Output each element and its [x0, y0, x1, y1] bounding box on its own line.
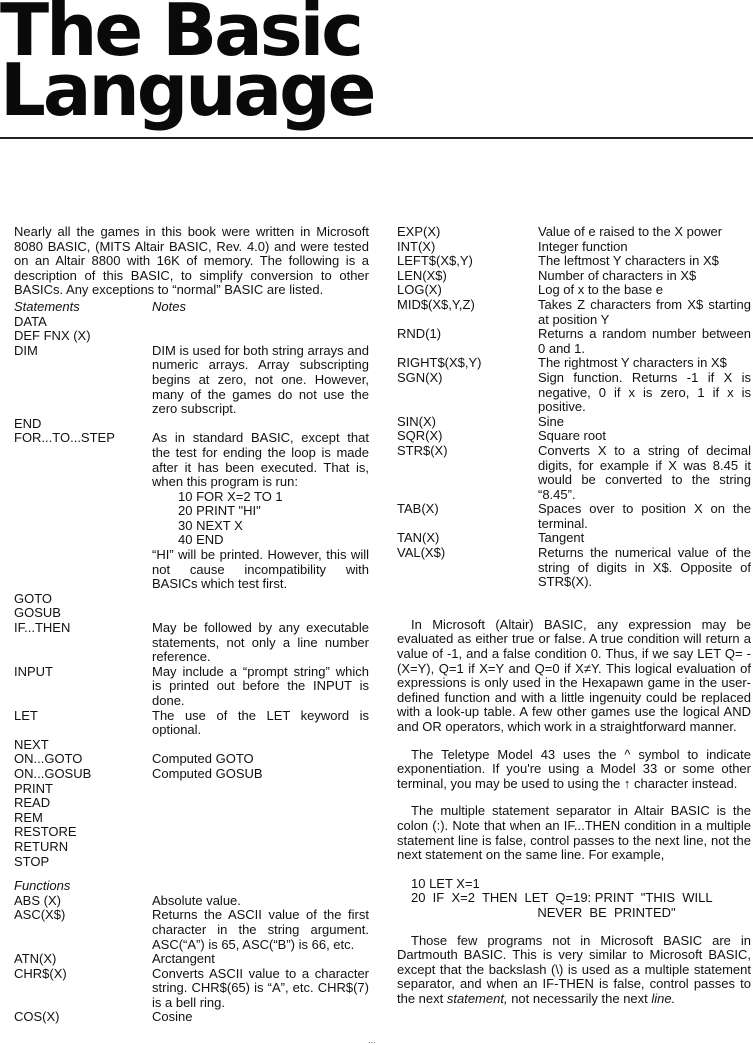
statement-row: [14, 621, 369, 665]
statement-row-keyword: DIM: [14, 342, 38, 358]
statement-row: [14, 840, 369, 855]
statement-row-note: [152, 752, 369, 767]
function-row-note: [152, 967, 369, 1011]
dartmouth-text: not necessarily the next: [507, 990, 652, 1006]
function-row: [14, 908, 369, 952]
statement-row-keyword: REM: [14, 809, 43, 825]
function-row-keyword: COS(X): [14, 1009, 60, 1025]
function-row-note: [152, 894, 369, 909]
note-text: Absolute value.: [152, 892, 241, 908]
note-text: Square root: [538, 428, 606, 444]
title-rule: [0, 137, 753, 139]
function-row-keyword: TAN(X): [397, 530, 440, 546]
function-row-note: [152, 952, 369, 967]
function-row-keyword: TAB(X): [397, 501, 439, 517]
statement-row: [14, 782, 369, 797]
function-row-note: [538, 371, 751, 415]
page-number: ...: [368, 1035, 376, 1045]
note-text: Takes Z characters from X$ starting at position Y: [538, 296, 751, 327]
statement-row-keyword: DEF FNX (X): [14, 328, 91, 344]
example-code-line: NEVER BE PRINTED": [411, 904, 676, 920]
dartmouth-emphasis: statement,: [446, 990, 508, 1006]
statement-row-keyword: LET: [14, 707, 38, 723]
statement-row: [14, 417, 369, 432]
note-text: May be followed by any executable statements, not only a line number reference.: [152, 620, 369, 665]
statement-row-note: [152, 621, 369, 665]
statement-row-keyword: ON...GOSUB: [14, 765, 92, 781]
function-row-keyword: ASC(X$): [14, 907, 66, 923]
multi-statement-paragraph: The multiple statement separator in Altair BASIC is the colon (:). Note that when an IF...THEN condition in a multiple statement line is false, control passes to the next line, not the next statement on the same line. For example,: [397, 803, 751, 863]
function-row: [397, 298, 751, 327]
dartmouth-paragraph: [397, 934, 751, 1007]
note-text: As in standard BASIC, except that the test for ending the loop is made after it has been executed. That is, when this program is run:: [152, 430, 369, 490]
statement-row: [14, 431, 369, 592]
statement-row-keyword: ON...GOTO: [14, 751, 83, 767]
note-text: Converts X to a string of decimal digits, for example if X was 8.45 it would be converted to the string “8.45”.: [538, 442, 751, 502]
function-row-keyword: ATN(X): [14, 951, 57, 967]
statement-row-keyword: STOP: [14, 853, 50, 869]
statement-row: [14, 592, 369, 607]
function-row-keyword: SGN(X): [397, 369, 443, 385]
function-row-keyword: SIN(X): [397, 413, 436, 429]
code-line: 10 FOR X=2 TO 1: [178, 488, 283, 504]
note-text: The rightmost Y characters in X$: [538, 355, 727, 371]
function-row-note: [538, 444, 751, 502]
function-row-note: [538, 327, 751, 356]
statement-row: [14, 665, 369, 709]
statement-row: [14, 855, 369, 870]
note-text: Sign function. Returns -1 if X is negative, 0 if x is zero, 1 if x is positive.: [538, 369, 751, 415]
function-row-note: [538, 269, 751, 284]
function-row: [397, 502, 751, 531]
function-row: [397, 254, 751, 269]
statement-row-keyword: END: [14, 415, 42, 431]
note-text: The use of the LET keyword is optional.: [152, 707, 369, 738]
function-row-note: [538, 415, 751, 430]
function-row-keyword: RIGHT$(X$,Y): [397, 355, 482, 371]
note-text: Tangent: [538, 530, 585, 546]
statement-row: [14, 344, 369, 417]
note-text: The leftmost Y characters in X$: [538, 253, 719, 269]
function-row-keyword: LEFT$(X$,Y): [397, 253, 473, 269]
function-row: [14, 894, 369, 909]
statement-row-keyword: GOSUB: [14, 605, 61, 621]
example-code: [411, 877, 751, 921]
note-text: Spaces over to position X on the terminal.: [538, 501, 751, 531]
function-row: [14, 1010, 369, 1025]
function-row-keyword: VAL(X$): [397, 545, 446, 561]
note-text: Returns the numerical value of the string of digits in X$. Opposite of STR$(X).: [538, 545, 751, 590]
page-title-line-1: The Basic: [0, 0, 361, 72]
function-row-note: [538, 531, 751, 546]
function-row-keyword: CHR$(X): [14, 965, 67, 981]
statement-row: [14, 709, 369, 738]
function-row-note: [538, 356, 751, 371]
function-row-keyword: EXP(X): [397, 224, 441, 239]
statement-row-keyword: READ: [14, 795, 51, 811]
function-row-note: [152, 1010, 369, 1025]
function-row: [397, 283, 751, 298]
note-text: Cosine: [152, 1009, 193, 1025]
statement-row-keyword: RETURN: [14, 838, 69, 854]
statement-row: [14, 811, 369, 826]
statement-row: [14, 752, 369, 767]
statement-row: [14, 329, 369, 344]
function-row-keyword: SQR(X): [397, 428, 443, 444]
function-row: [397, 415, 751, 430]
dartmouth-emphasis: line.: [651, 990, 676, 1006]
intro-paragraph: Nearly all the games in this book were written in Microsoft 8080 BASIC, (MITS Altair BASIC, Rev. 4.0) and were tested on an Altair 8800 with 16K of memory. The following is a description of this BASIC, to simplify conversion to other BASICs. Any exceptions to “normal” BASIC are listed.: [14, 224, 369, 298]
function-row: [397, 444, 751, 502]
page-title-line-2: Language: [0, 48, 374, 132]
statements-heading: Statements: [14, 298, 80, 314]
function-row-note: [152, 908, 369, 952]
function-row-note: [538, 225, 751, 240]
dartmouth-text: Those few programs not in Microsoft BASIC are in Dartmouth BASIC. This is very similar to Microsoft BASIC, except that the backslash (\) is used as a multiple statement separator, and when an IF-THEN is false, control passes to the next: [397, 932, 751, 1006]
code-line: 30 NEXT X: [178, 517, 243, 533]
function-row-note: [538, 254, 751, 269]
note-text: Returns the ASCII value of the first character in the string argument. ASC(“A”) is 65, ASC(“B”) is 66, etc.: [152, 907, 369, 952]
statement-row-keyword: FOR...TO...STEP: [14, 430, 115, 446]
statement-row-note: [152, 665, 369, 709]
statement-row-note: [152, 431, 369, 592]
statement-row: [14, 315, 369, 330]
note-text: Log of x to the base e: [538, 282, 664, 298]
function-row-keyword: LEN(X$): [397, 267, 447, 283]
function-row: [14, 952, 369, 967]
function-row: [397, 371, 751, 415]
function-row-note: [538, 546, 751, 590]
functions-list-left: [14, 894, 369, 1025]
notes-heading: Notes: [152, 298, 186, 314]
function-row-note: [538, 429, 751, 444]
right-column: [397, 225, 751, 1007]
function-row: [397, 240, 751, 255]
statement-row: [14, 606, 369, 621]
function-row-note: [538, 298, 751, 327]
statements-header-row: [14, 300, 369, 315]
note-text: Integer function: [538, 238, 628, 254]
note-text: Arctangent: [152, 951, 215, 967]
note-text: Returns a random number between 0 and 1.: [538, 326, 751, 356]
function-row-note: [538, 502, 751, 531]
statement-row-keyword: RESTORE: [14, 824, 77, 840]
statement-row: [14, 738, 369, 753]
code-line: 40 END: [178, 532, 224, 548]
functions-heading: Functions: [14, 878, 71, 894]
expressions-paragraph: In Microsoft (Altair) BASIC, any expression may be evaluated as either true or false. A true condition will return a value of -1, and a false condition 0. Thus, if we say LET Q= -(X=Y), Q=1 if X=Y and Q=0 if X≠Y. This logical evaluation of expressions is only used in the Hexapawn game in the user-defined function and with a little ingenuity could be replaced with a look-up table. A few other games use the logical AND and OR operators, which work in a straightforward manner.: [397, 616, 751, 734]
statement-row-keyword: IF...THEN: [14, 620, 71, 636]
function-row: [397, 327, 751, 356]
statement-row-keyword: GOTO: [14, 590, 53, 606]
function-row: [397, 225, 751, 240]
note-text: Value of e raised to the X power: [538, 224, 723, 239]
function-row: [14, 967, 369, 1011]
function-row: [397, 269, 751, 284]
function-row: [397, 546, 751, 590]
function-row-note: [538, 283, 751, 298]
code-line: 20 PRINT "HI": [178, 503, 261, 519]
statement-row: [14, 767, 369, 782]
statements-list: [14, 315, 369, 870]
statement-row-note: [152, 709, 369, 738]
function-row-keyword: RND(1): [397, 326, 442, 342]
function-row: [397, 429, 751, 444]
example-code-line: 10 LET X=1: [411, 875, 480, 891]
note-text: Converts ASCII value to a character string. CHR$(65) is “A”, etc. CHR$(7) is a bell ring.: [152, 965, 369, 1010]
code-listing: [178, 490, 369, 548]
function-row: [397, 531, 751, 546]
note-text: DIM is used for both string arrays and numeric arrays. Array subscripting begins at zero, not one. However, many of the games do not use the zero subscript.: [152, 342, 369, 417]
functions-list-right: [397, 225, 751, 590]
statement-row-note: [152, 344, 369, 417]
statement-row: [14, 796, 369, 811]
example-code-line: 20 IF X=2 THEN LET Q=19: PRINT "THIS WILL: [411, 890, 713, 906]
statement-row-keyword: INPUT: [14, 663, 53, 679]
function-row-keyword: INT(X): [397, 238, 436, 254]
note-text: Computed GOSUB: [152, 765, 263, 781]
function-row-keyword: LOG(X): [397, 282, 442, 298]
note-text: Sine: [538, 413, 565, 429]
note-text: “HI” will be printed. However, this will not cause incompatibility with BASICs which test first.: [152, 547, 369, 592]
statement-row-note: [152, 767, 369, 782]
teletype-paragraph: The Teletype Model 43 uses the ^ symbol to indicate exponentiation. If you're using a Model 33 or some other terminal, you may be used to using the ↑ character instead.: [397, 746, 751, 791]
statement-row-keyword: DATA: [14, 313, 47, 329]
function-row-note: [538, 240, 751, 255]
left-column: [14, 225, 369, 1025]
note-text: Computed GOTO: [152, 751, 254, 767]
function-row: [397, 356, 751, 371]
function-row-keyword: ABS (X): [14, 892, 61, 908]
note-text: Number of characters in X$: [538, 267, 697, 283]
statement-row-keyword: NEXT: [14, 736, 49, 752]
function-row-keyword: STR$(X): [397, 442, 448, 458]
note-text: May include a “prompt string” which is printed out before the INPUT is done.: [152, 663, 369, 708]
statement-row-keyword: PRINT: [14, 780, 53, 796]
statement-row: [14, 825, 369, 840]
function-row-keyword: MID$(X$,Y,Z): [397, 296, 475, 312]
